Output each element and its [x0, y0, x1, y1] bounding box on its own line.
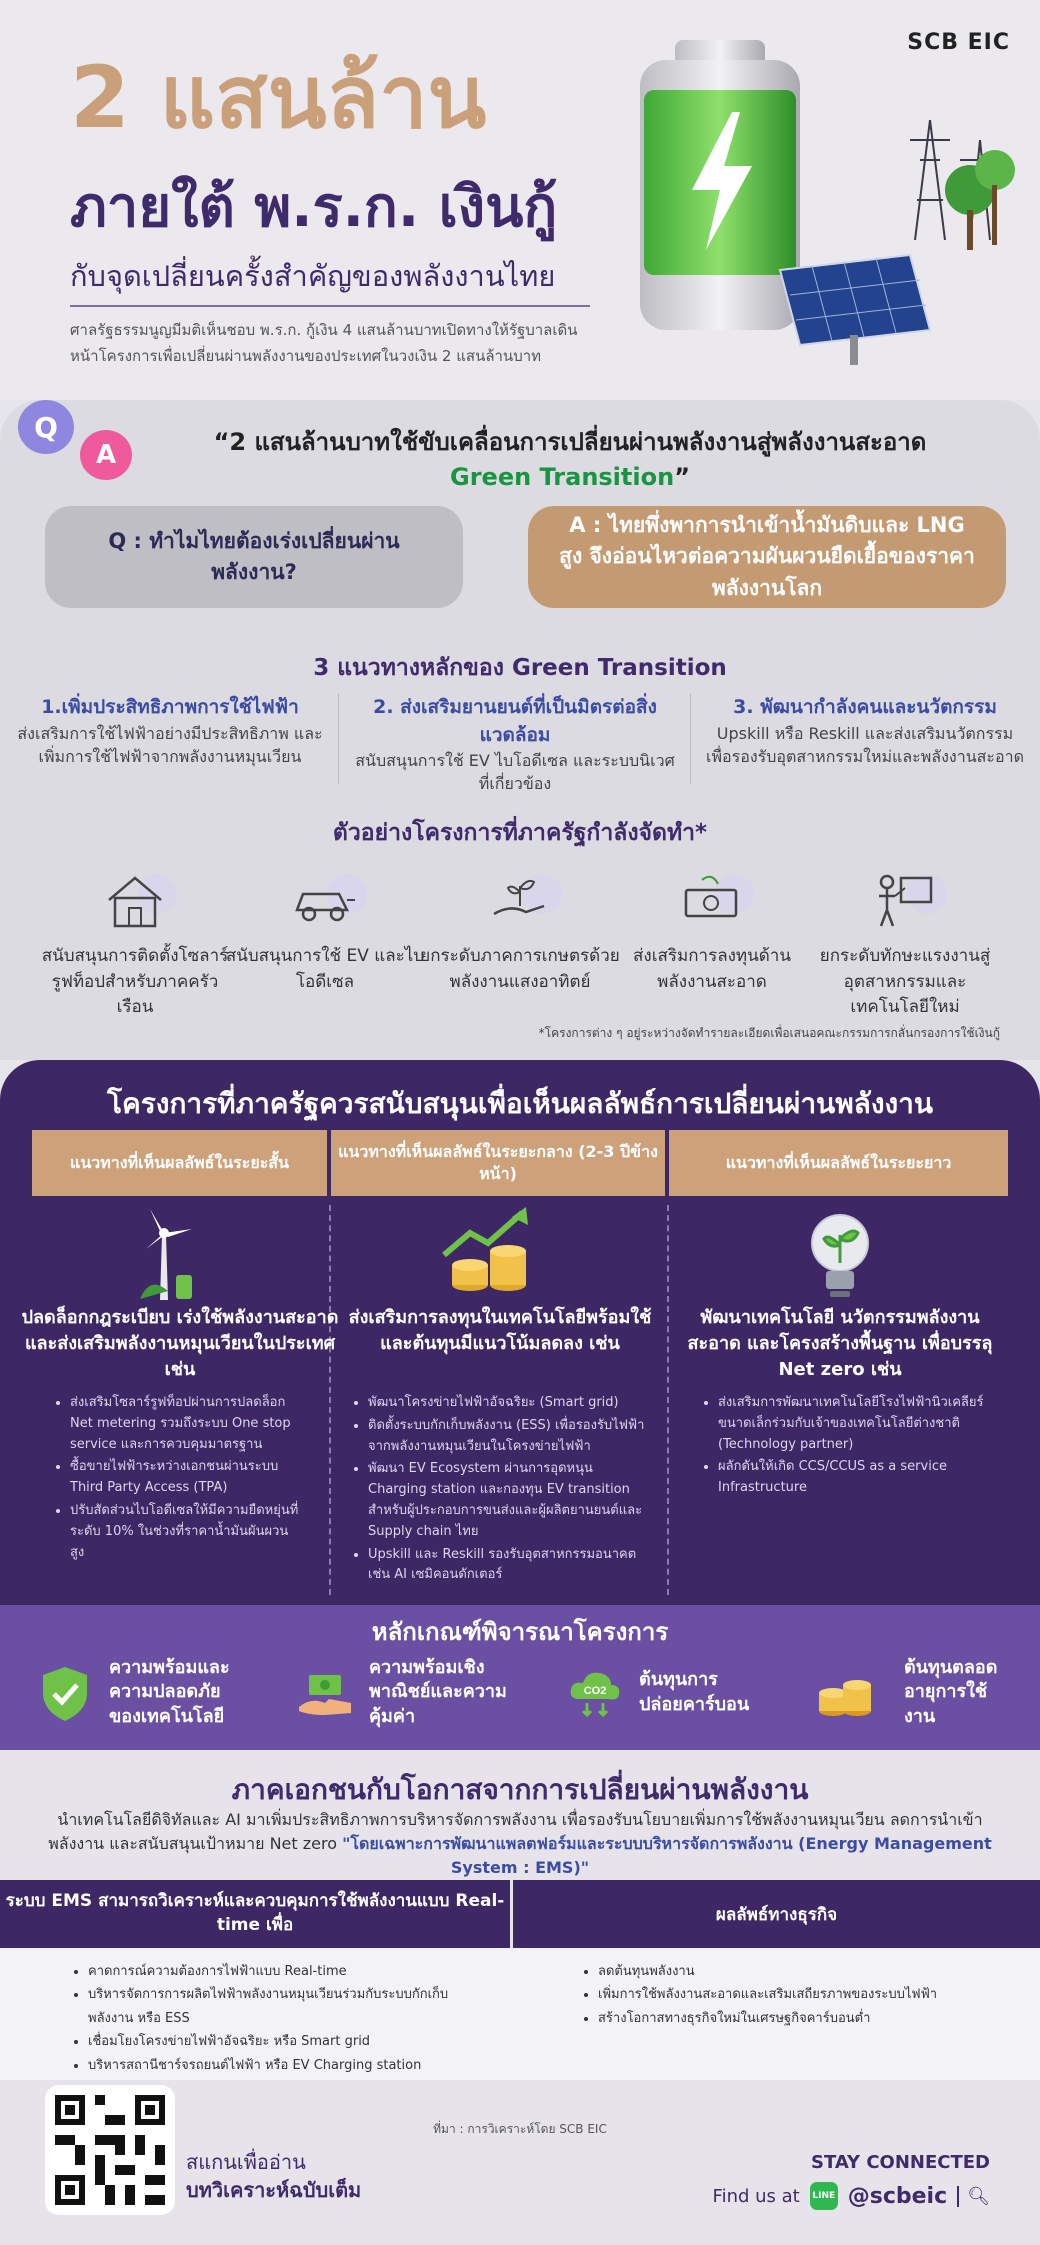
- shield-check-icon: [35, 1663, 95, 1723]
- find-us-label: Find us at: [712, 2185, 800, 2207]
- list-item: • Upskill และ Reskill รองรับอุตสาหกรรมอนาคต เช่น AI เซมิคอนดักเตอร์: [368, 1545, 650, 1587]
- bulb-plant-icon: [780, 1205, 900, 1305]
- scan-text: [186, 2148, 361, 2204]
- ems-list: [70, 1960, 490, 2077]
- way-body: ส่งเสริมการใช้ไฟฟ้าอย่างมีประสิทธิภาพ และเพิ่มการใช้ไฟฟ้าจากพลังงานหมุนเวียน: [17, 723, 323, 766]
- a-badge: A: [80, 430, 132, 480]
- ev-car-icon: [291, 870, 359, 930]
- teacher-icon: [871, 870, 939, 930]
- title-line-2: ภายใต้ พ.ร.ก. เงินกู้: [70, 175, 558, 240]
- way-item: [355, 694, 675, 795]
- way-head: 1.เพิ่มประสิทธิภาพการใช้ไฟฟ้า: [41, 696, 299, 718]
- divider: [338, 694, 339, 784]
- private-body: นำเทคโนโลยีดิจิทัลและ AI มาเพิ่มประสิทธิภาพการบริหารจัดการพลังงาน เพื่อรองรับนโยบายเพิ่มการใช้พลังงานหมุนเวียน ลดการนำเข้าพลังงาน และสนับสนุนเป้าหมาย Net zero: [48, 1810, 983, 1853]
- private-title: ภาคเอกชนกับโอกาสจากการเปลี่ยนผ่านพลังงาน: [231, 1773, 809, 1806]
- short-term-head: ปลดล็อกกฎระเบียบ เร่งใช้พลังงานสะอาดและส่งเสริมพลังงานหมุนเวียนในประเทศ เช่น: [21, 1307, 339, 1381]
- hand-plant-icon: [486, 870, 554, 930]
- list-item: • พัฒนาโครงข่ายไฟฟ้าอัจฉริยะ (Smart grid): [368, 1393, 650, 1414]
- criteria-label: ต้นทุนการปล่อยคาร์บอน: [639, 1669, 750, 1715]
- list-item: • ปรับสัดส่วนไบโอดีเซลให้มีความยืดหยุ่นที่ระดับ 10% ในช่วงที่ราคาน้ำมันผันผวนสูง: [70, 1501, 302, 1563]
- list-item: • ส่งเสริมโซลาร์รูฟท็อปผ่านการปลดล็อก Net metering รวมถึงระบบ One stop service และการควบคุมมาตรฐาน: [70, 1393, 302, 1455]
- criteria-title: หลักเกณฑ์พิจารณาโครงการ: [371, 1618, 669, 1646]
- example-item: [420, 870, 620, 995]
- money-icon: [678, 870, 746, 930]
- question-box: Q : ทำไมไทยต้องเร่งเปลี่ยนผ่านพลังงาน?: [45, 506, 463, 608]
- coins-icon: [800, 1663, 890, 1723]
- find-us: [713, 2182, 990, 2210]
- example-label: สนับสนุนการติดตั้งโซลาร์รูฟท็อปสำหรับภาคครัวเรือน: [41, 946, 229, 1017]
- search-icon[interactable]: 🔍︎: [957, 2186, 990, 2207]
- mid-term-list: [350, 1393, 650, 1588]
- main-title: 2 แสนล้าน: [70, 48, 487, 148]
- way-item: [705, 694, 1025, 768]
- divider: [70, 305, 590, 307]
- criteria-item: [295, 1650, 515, 1735]
- money-hands-icon: [295, 1663, 355, 1723]
- list-item: • ผลักดันให้เกิด CCS/CCUS as a service Infrastructure: [718, 1457, 990, 1499]
- coin-growth-icon: [430, 1205, 550, 1305]
- three-ways-title: 3 แนวทางหลักของ Green Transition: [313, 655, 727, 681]
- qr-code[interactable]: [45, 2085, 175, 2215]
- list-item: • คาดการณ์ความต้องการไฟฟ้าแบบ Real-time: [88, 1960, 490, 1983]
- way-head: 2. ส่งเสริมยานยนต์ที่เป็นมิตรต่อสิ่งแวดล้อม: [373, 696, 657, 746]
- criteria-item: [800, 1650, 1010, 1735]
- example-label: สนับสนุนการใช้ EV และไบโอดีเซล: [225, 946, 425, 992]
- list-item: • บริหารสถานีชาร์จรถยนต์ไฟฟ้า หรือ EV Charging station: [88, 2054, 490, 2077]
- tab-mid-term: แนวทางที่เห็นผลลัพธ์ในระยะกลาง (2-3 ปีข้างหน้า): [331, 1130, 665, 1196]
- criteria-label: ความพร้อมเชิงพาณิชย์และความคุ้มค่า: [369, 1657, 507, 1727]
- list-item: • พัฒนา EV Ecosystem ผ่านการอุดหนุน Charging station และกองทุน EV transition สำหรับผู้ประกอบการขนส่งและผู้ผลิตยานยนต์และ Supply chain ไทย: [368, 1459, 650, 1542]
- stay-connected: STAY CONNECTED: [810, 2152, 990, 2173]
- quote-green: Green Transition: [450, 462, 675, 491]
- divider: [667, 1205, 669, 1595]
- criteria-item: [565, 1650, 755, 1735]
- business-results-header: ผลลัพธ์ทางธุรกิจ: [513, 1880, 1040, 1948]
- examples-title: ตัวอย่างโครงการที่ภาครัฐกำลังจัดทำ*: [332, 820, 708, 846]
- example-label: ยกระดับทักษะแรงงานสู่อุตสาหกรรมและเทคโนโลยีใหม่: [819, 946, 991, 1017]
- battery-solar-illustration: [620, 40, 1020, 380]
- footnote: *โครงการต่าง ๆ อยู่ระหว่างจัดทำรายละเอียดเพื่อเสนอคณะกรรมการกลั่นกรองการใช้เงินกู้: [538, 1026, 1000, 1040]
- qr-code-image: [55, 2095, 165, 2205]
- divider: [329, 1205, 331, 1595]
- ems-header: ระบบ EMS สามารถวิเคราะห์และควบคุมการใช้พลังงานแบบ Real-time เพื่อ: [0, 1880, 510, 1948]
- co2-cloud-icon: [565, 1663, 625, 1723]
- example-item: [35, 870, 235, 1021]
- way-body: สนับสนุนการใช้ EV ไบโอดีเซล และระบบนิเวศที่เกี่ยวข้อง: [355, 751, 675, 794]
- criteria-item: [35, 1650, 245, 1735]
- way-item: [10, 694, 330, 768]
- svg-text:CO2: CO2: [583, 1684, 607, 1697]
- private-highlight: "โดยเฉพาะการพัฒนาแพลตฟอร์มและระบบบริหารจัดการพลังงาน (Energy Management System : EMS)": [342, 1834, 992, 1877]
- long-term-head: พัฒนาเทคโนโลยี นวัตกรรมพลังงานสะอาด และโครงสร้างพื้นฐาน เพื่อบรรลุ Net zero เช่น: [687, 1307, 993, 1381]
- line-handle[interactable]: @scbeic: [847, 2183, 948, 2209]
- source-note: ที่มา : การวิเคราะห์โดย SCB EIC: [433, 2122, 607, 2136]
- list-item: • ส่งเสริมการพัฒนาเทคโนโลยีโรงไฟฟ้านิวเคลียร์ขนาดเล็กร่วมกับเจ้าของเทคโนโลยีต่างชาติ (Technology partner): [718, 1393, 990, 1455]
- example-item: [225, 870, 425, 995]
- scan-line-2: บทวิเคราะห์ฉบับเต็ม: [186, 2178, 362, 2202]
- support-title: โครงการที่ภาครัฐควรสนับสนุนเพื่อเห็นผลลัพธ์การเปลี่ยนผ่านพลังงาน: [106, 1087, 934, 1120]
- list-item: • ลดต้นทุนพลังงาน: [598, 1960, 1010, 1983]
- way-body: Upskill หรือ Reskill และส่งเสริมนวัตกรรม เพื่อรองรับอุตสาหกรรมใหม่และพลังงานสะอาด: [706, 723, 1024, 766]
- wind-turbine-icon: [110, 1205, 230, 1305]
- example-label: ส่งเสริมการลงทุนด้านพลังงานสะอาด: [633, 946, 791, 992]
- list-item: • บริหารจัดการการผลิตไฟฟ้าพลังงานหมุนเวียนร่วมกับระบบกักเก็บพลังงาน หรือ ESS: [88, 1983, 490, 2030]
- qa-quote: [150, 425, 990, 495]
- mid-term-head: ส่งเสริมการลงทุนในเทคโนโลยีพร้อมใช้ และต้นทุนมีแนวโน้มลดลง เช่น: [348, 1307, 652, 1355]
- example-item: [612, 870, 812, 995]
- list-item: • เชื่อมโยงโครงข่ายไฟฟ้าอัจฉริยะ หรือ Smart grid: [88, 2030, 490, 2053]
- example-item: [805, 870, 1005, 1021]
- divider: [690, 694, 691, 784]
- q-badge: Q: [18, 400, 74, 454]
- criteria-label: ต้นทุนตลอดอายุการใช้งาน: [904, 1657, 998, 1727]
- tab-short-term: แนวทางที่เห็นผลลัพธ์ในระยะสั้น: [32, 1130, 327, 1196]
- quote-text: “2 แสนล้านบาทใช้ขับเคลื่อนการเปลี่ยนผ่านพลังงานสู่พลังงานสะอาด: [213, 428, 927, 456]
- private-text: [40, 1808, 1000, 1880]
- results-list: [580, 1960, 1010, 2030]
- line-icon[interactable]: LINE: [810, 2182, 838, 2210]
- list-item: • ซื้อขายไฟฟ้าระหว่างเอกชนผ่านระบบ Third Party Access (TPA): [70, 1457, 302, 1499]
- subtitle: กับจุดเปลี่ยนครั้งสำคัญของพลังงานไทย: [70, 259, 556, 293]
- quote-end: ”: [674, 462, 690, 491]
- tab-long-term: แนวทางที่เห็นผลลัพธ์ในระยะยาว: [669, 1130, 1008, 1196]
- answer-box: A : ไทยพึ่งพาการนำเข้าน้ำมันดิบและ LNG สูง จึงอ่อนไหวต่อความผันผวนยืดเยื้อของราคาพลังงานโลก: [528, 506, 1006, 608]
- long-term-list: [700, 1393, 990, 1501]
- list-item: • ติดตั้งระบบกักเก็บพลังงาน (ESS) เพื่อรองรับไฟฟ้าจากพลังงานหมุนเวียนในโครงข่ายไฟฟ้า: [368, 1416, 650, 1458]
- house-solar-icon: [101, 870, 169, 930]
- scan-line-1: สแกนเพื่ออ่าน: [186, 2150, 306, 2174]
- criteria-label: ความพร้อมและความปลอดภัยของเทคโนโลยี: [109, 1657, 230, 1727]
- example-label: ยกระดับภาคการเกษตรด้วยพลังงานแสงอาทิตย์: [420, 946, 620, 992]
- short-term-list: [52, 1393, 302, 1565]
- list-item: • เพิ่มการใช้พลังงานสะอาดและเสริมเสถียรภาพของระบบไฟฟ้า: [598, 1983, 1010, 2006]
- way-head: 3. พัฒนากำลังคนและนวัตกรรม: [733, 696, 997, 718]
- list-item: • สร้างโอกาสทางธุรกิจใหม่ในเศรษฐกิจคาร์บอนต่ำ: [598, 2007, 1010, 2030]
- scb-eic-logo: SCB EIC: [907, 30, 1010, 55]
- lead-paragraph: ศาลรัฐธรรมนูญมีมติเห็นชอบ พ.ร.ก. กู้เงิน 4 แสนล้านบาทเปิดทางให้รัฐบาลเดินหน้าโครงการเพื่อเปลี่ยนผ่านพลังงานของประเทศในวงเงิน 2 แสนล้านบาท: [70, 321, 578, 365]
